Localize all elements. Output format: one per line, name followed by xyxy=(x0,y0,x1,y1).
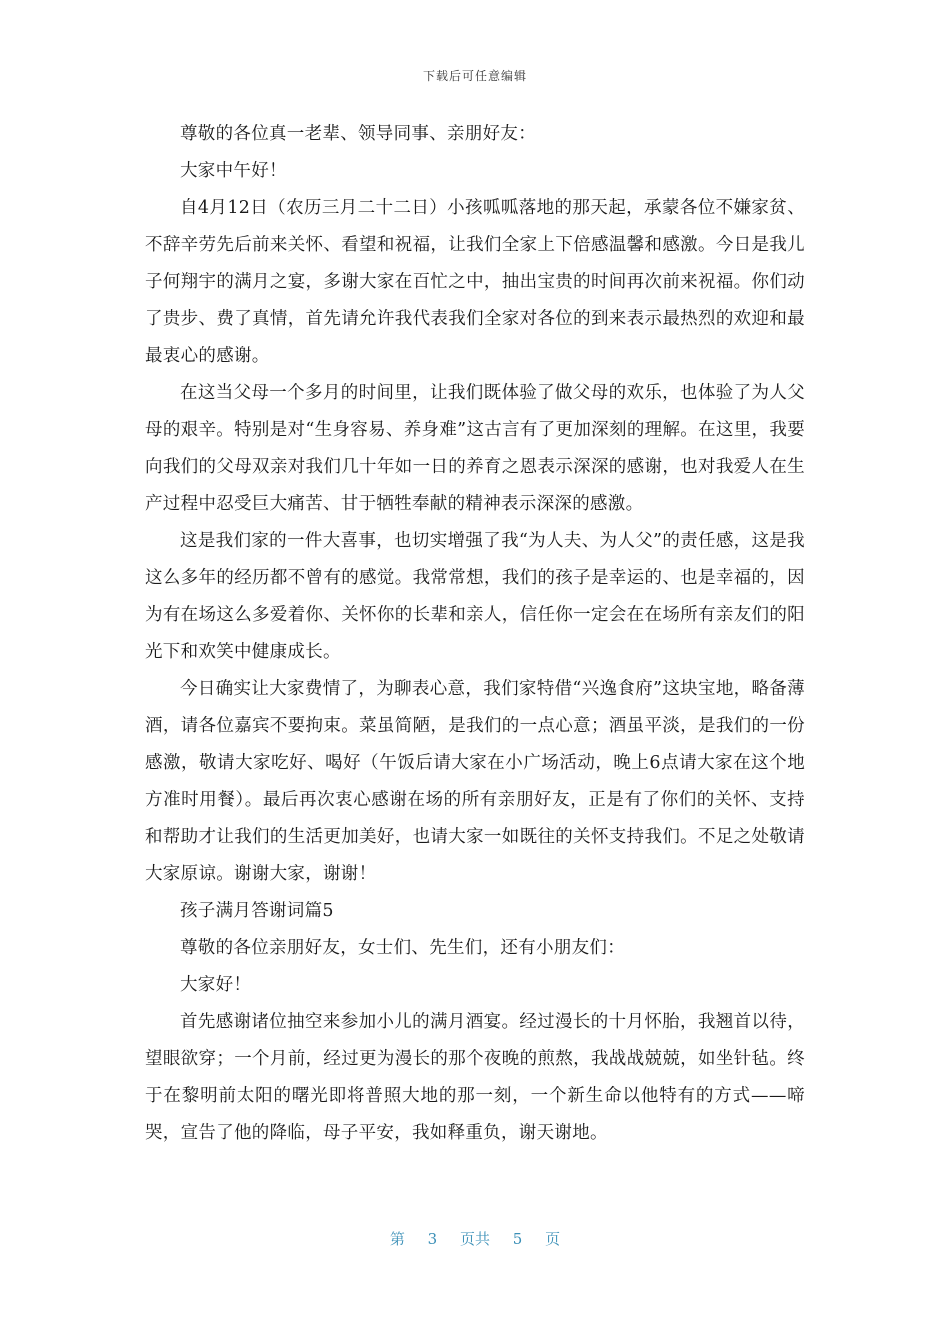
footer-label-page: 第 xyxy=(389,1230,405,1248)
footer-label-total: 页共 xyxy=(459,1230,490,1248)
footer-label-suffix: 页 xyxy=(545,1230,561,1248)
footer-total-pages: 5 xyxy=(512,1230,523,1248)
body-paragraph: 自4月12日（农历三月二十二日）小孩呱呱落地的那天起，承蒙各位不嫌家贫、不辞辛劳先后前来关怀、看望和祝福，让我们全家上下倍感温馨和感激。今日是我儿子何翔宇的满月之宴，多谢大家在百忙之中，抽出宝贵的时间再次前来祝福。你们动了贵步、费了真情，首先请允许我代表我们全家对各位的到来表示最热烈的欢迎和最最衷心的感谢。 xyxy=(145,198,805,366)
greeting: 大家好！ xyxy=(180,975,252,995)
body-paragraph: 在这当父母一个多月的时间里，让我们既体验了做父母的欢乐，也体验了为人父母的艰辛。特别是对“生身容易、养身难”这古言有了更加深刻的理解。在这里，我要向我们的父母双亲对我们几十年如一日的养育之恩表示深深的感谢，也对我爱人在生产过程中忍受巨大痛苦、甘于牺牲奉献的精神表示深深的感激。 xyxy=(145,383,805,514)
page-header-note: 下载后可任意编辑 xyxy=(422,69,527,83)
body-paragraph: 这是我们家的一件大喜事，也切实增强了我“为人夫、为人父”的责任感，这是我这么多年的经历都不曾有的感觉。我常常想，我们的孩子是幸运的、也是幸福的，因为有在场这么多爱着你、关怀你的长辈和亲人，信任你一定会在在场所有亲友们的阳光下和欢笑中健康成长。 xyxy=(145,531,805,662)
page-number-footer xyxy=(0,1228,950,1249)
salutation: 尊敬的各位真一老辈、领导同事、亲朋好友： xyxy=(180,124,536,144)
footer-current-page: 3 xyxy=(427,1230,438,1248)
greeting: 大家中午好！ xyxy=(180,161,287,181)
section-title: 孩子满月答谢词篇5 xyxy=(180,901,334,921)
body-paragraph: 今日确实让大家费情了，为聊表心意，我们家特借“兴逸食府”这块宝地，略备薄酒，请各位嘉宾不要拘束。菜虽简陋，是我们的一点心意；酒虽平淡，是我们的一份感激，敬请大家吃好、喝好（午饭后请大家在小广场活动，晚上6点请大家在这个地方准时用餐）。最后再次衷心感谢在场的所有亲朋好友，正是有了你们的关怀、支持和帮助才让我们的生活更加美好，也请大家一如既往的关怀支持我们。不足之处敬请大家原谅。谢谢大家，谢谢！ xyxy=(145,679,805,884)
salutation: 尊敬的各位亲朋好友，女士们、先生们，还有小朋友们： xyxy=(180,938,625,958)
body-paragraph: 首先感谢诸位抽空来参加小儿的满月酒宴。经过漫长的十月怀胎，我翘首以待，望眼欲穿；一个月前，经过更为漫长的那个夜晚的煎熬，我战战兢兢，如坐针毡。终于在黎明前太阳的曙光即将普照大地的那一刻，一个新生命以他特有的方式——啼哭，宣告了他的降临，母子平安，我如释重负，谢天谢地。 xyxy=(145,1012,805,1143)
document-body xyxy=(145,116,805,1152)
